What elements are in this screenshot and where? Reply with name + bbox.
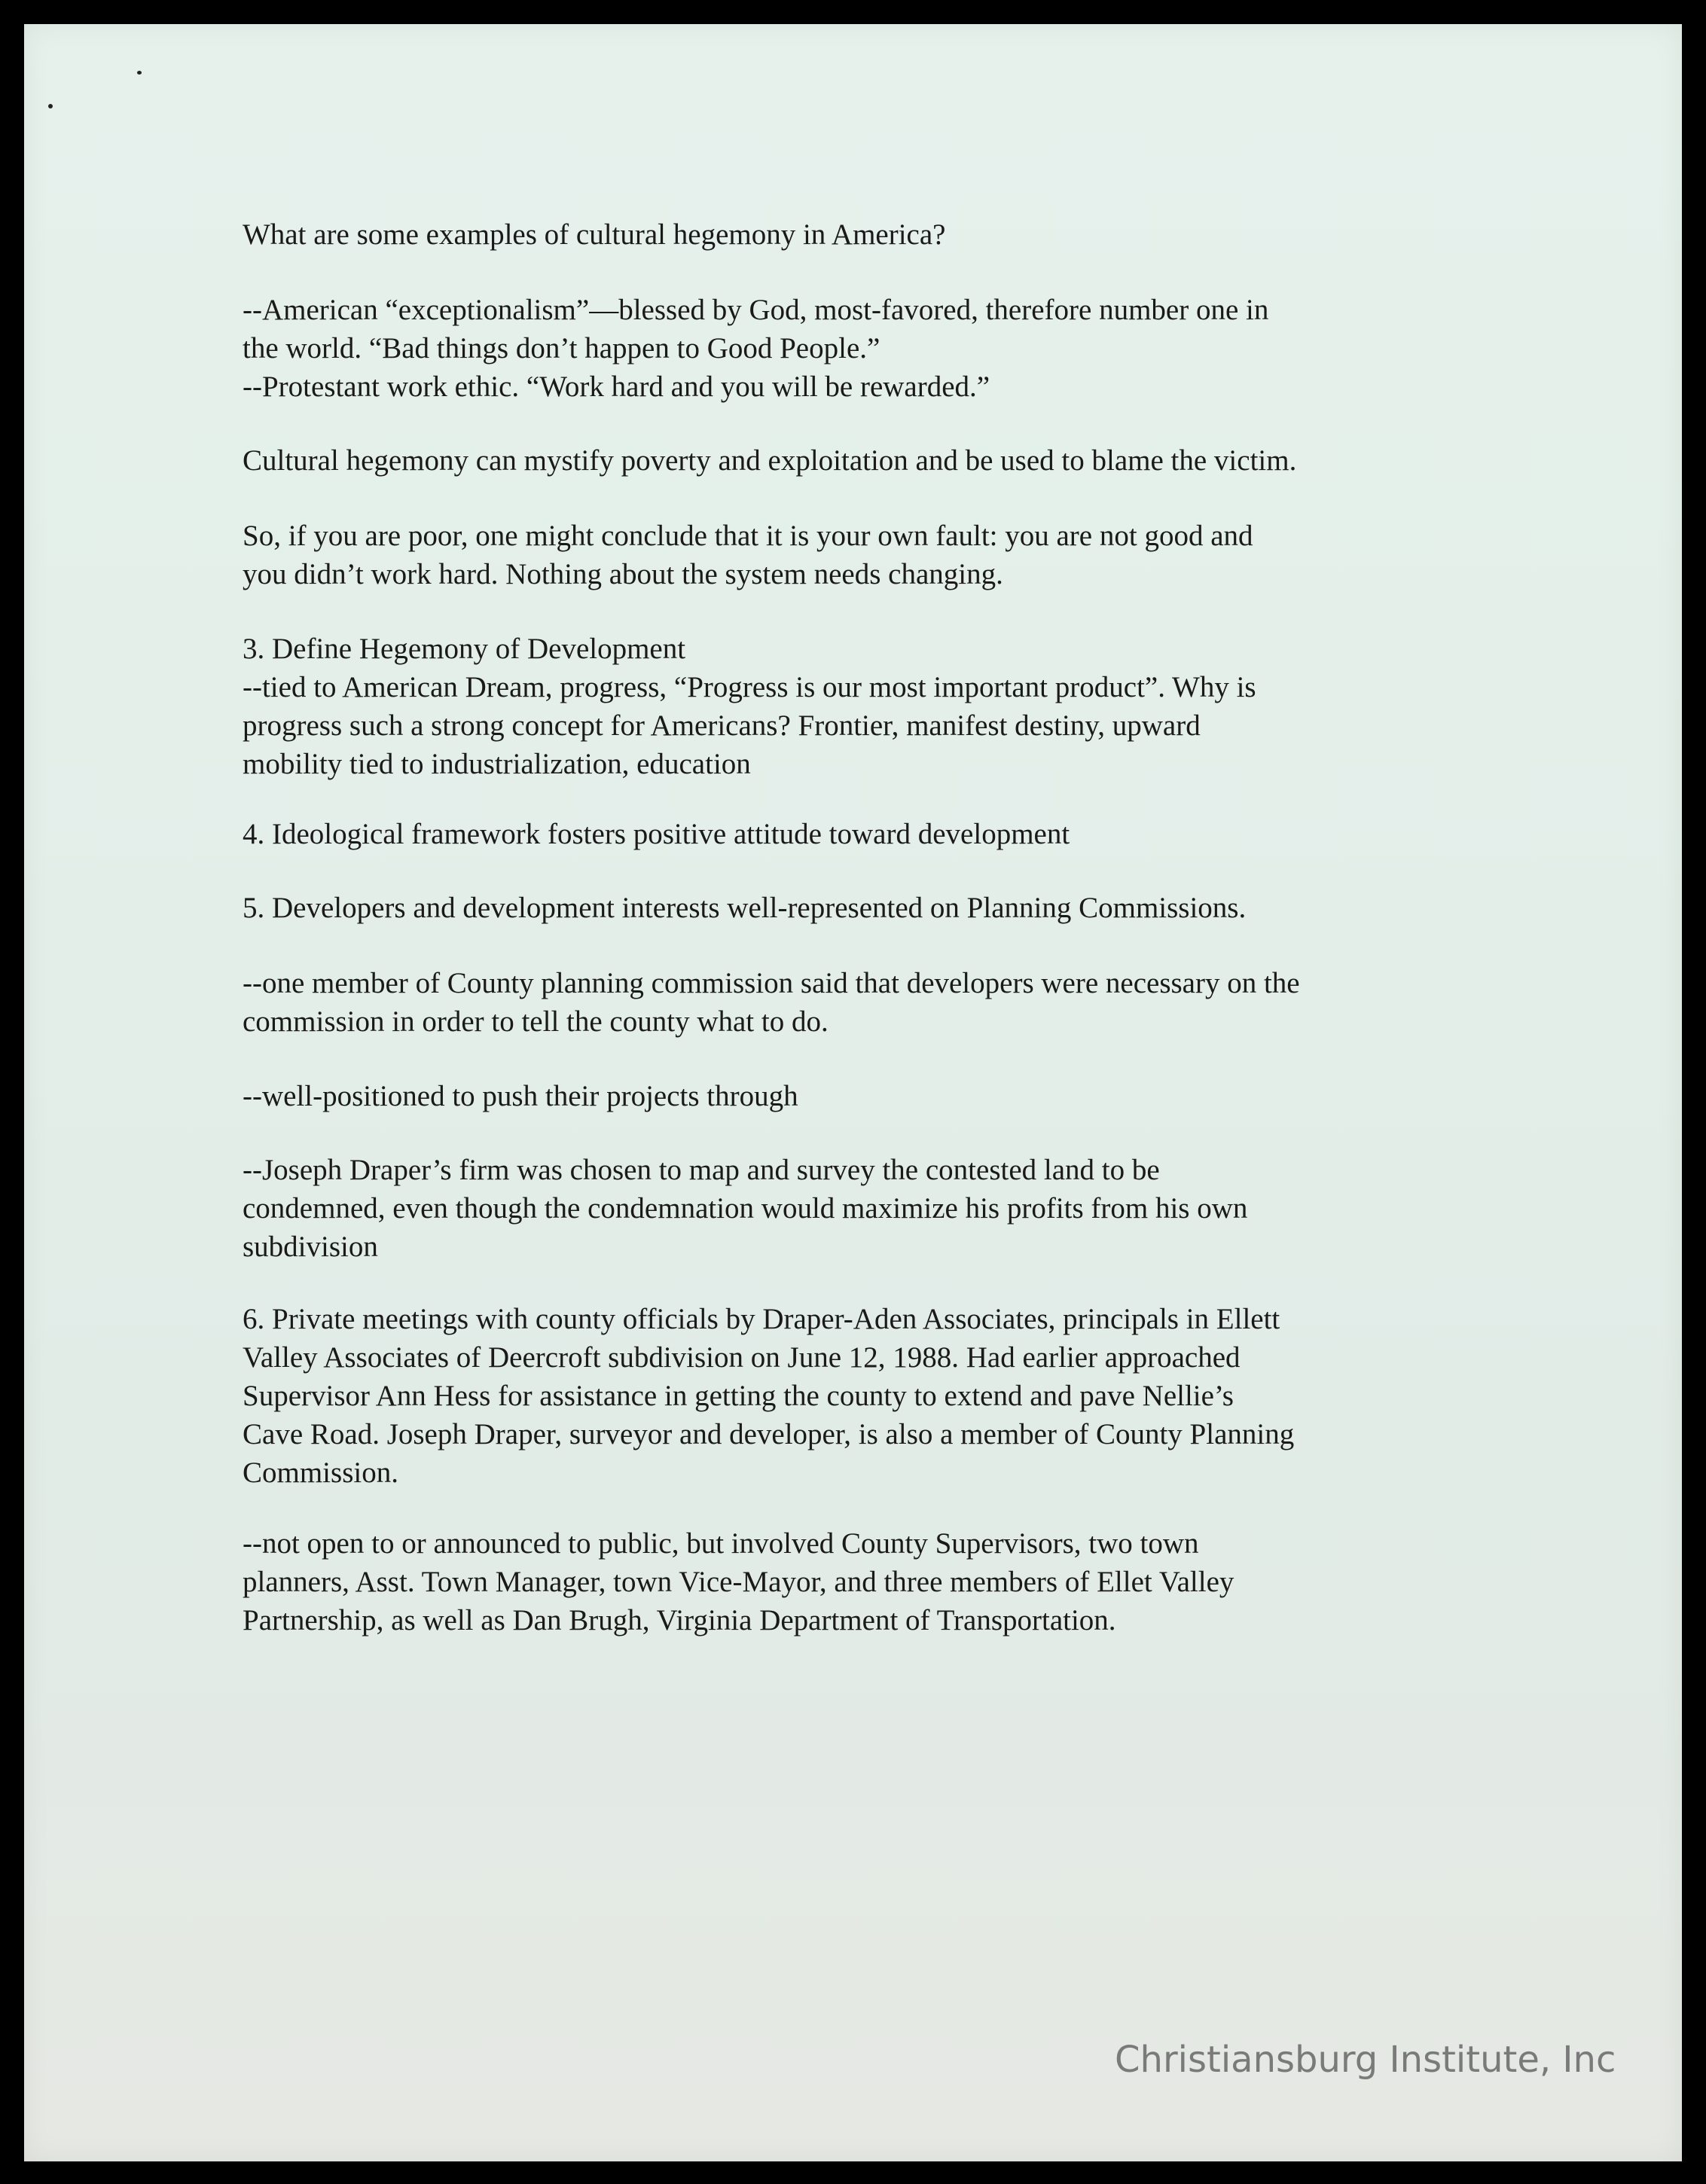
paragraph-if-you-are-poor xyxy=(243,517,1478,593)
text-line: subdivision xyxy=(243,1231,378,1263)
section-heading: 3. Define Hegemony of Development xyxy=(243,633,686,665)
watermark: Christiansburg Institute, Inc xyxy=(1115,2039,1616,2081)
section-4-ideological-framework xyxy=(243,815,1478,853)
text-line: 5. Developers and development interests well-represented on Planning Commissions. xyxy=(243,892,1247,924)
paragraph-county-planning-member xyxy=(243,964,1478,1041)
text-line: Partnership, as well as Dan Brugh, Virginia Department of Transportation. xyxy=(243,1604,1116,1636)
paper-speck xyxy=(48,104,53,108)
text-line: What are some examples of cultural hegemony in America? xyxy=(243,218,946,251)
text-line: mobility tied to industrialization, education xyxy=(243,748,751,780)
text-line: progress such a strong concept for Americans? Frontier, manifest destiny, upward xyxy=(243,709,1201,742)
section-3-hegemony-of-development xyxy=(243,630,1478,783)
text-line: Cave Road. Joseph Draper, surveyor and developer, is also a member of County Planning xyxy=(243,1418,1295,1450)
text-line: condemned, even though the condemnation would maximize his profits from his own xyxy=(243,1192,1248,1225)
text-line: --Protestant work ethic. “Work hard and you will be rewarded.” xyxy=(243,371,990,403)
text-line: --one member of County planning commission said that developers were necessary on the xyxy=(243,967,1300,999)
section-5-developers xyxy=(243,889,1478,927)
paragraph-draper-firm xyxy=(243,1151,1478,1266)
text-line: So, if you are poor, one might conclude that it is your own fault: you are not good and xyxy=(243,520,1253,552)
text-line: you didn’t work hard. Nothing about the system needs changing. xyxy=(243,558,1003,590)
text-line: planners, Asst. Town Manager, town Vice-Mayor, and three members of Ellet Valley xyxy=(243,1566,1234,1598)
text-line: --Joseph Draper’s firm was chosen to map and survey the contested land to be xyxy=(243,1154,1160,1186)
text-line: Valley Associates of Deercroft subdivision on June 12, 1988. Had earlier approached xyxy=(243,1341,1241,1374)
paragraph-mystify-poverty xyxy=(243,441,1478,480)
question-heading xyxy=(243,215,1478,254)
text-line: --well-positioned to push their projects through xyxy=(243,1080,798,1112)
paragraph-exceptionalism xyxy=(243,291,1478,406)
paragraph-not-open-to-public xyxy=(243,1524,1478,1640)
text-line: --tied to American Dream, progress, “Progress is our most important product”. Why is xyxy=(243,671,1256,703)
text-line: Supervisor Ann Hess for assistance in getting the county to extend and pave Nellie’s xyxy=(243,1380,1234,1412)
paper-speck xyxy=(137,71,142,75)
text-line: 6. Private meetings with county officials by Draper-Aden Associates, principals in Ellett xyxy=(243,1303,1280,1335)
text-line: --not open to or announced to public, but involved County Supervisors, two town xyxy=(243,1527,1199,1560)
text-line: commission in order to tell the county what to do. xyxy=(243,1005,829,1038)
text-line: --American “exceptionalism”—blessed by God, most-favored, therefore number one in xyxy=(243,294,1269,326)
text-line: 4. Ideological framework fosters positive attitude toward development xyxy=(243,818,1070,850)
text-line: Cultural hegemony can mystify poverty and exploitation and be used to blame the victim. xyxy=(243,444,1297,477)
text-line: the world. “Bad things don’t happen to Good People.” xyxy=(243,332,880,365)
paragraph-well-positioned xyxy=(243,1077,1478,1115)
text-line: Commission. xyxy=(243,1457,398,1489)
section-6-private-meetings xyxy=(243,1300,1478,1492)
